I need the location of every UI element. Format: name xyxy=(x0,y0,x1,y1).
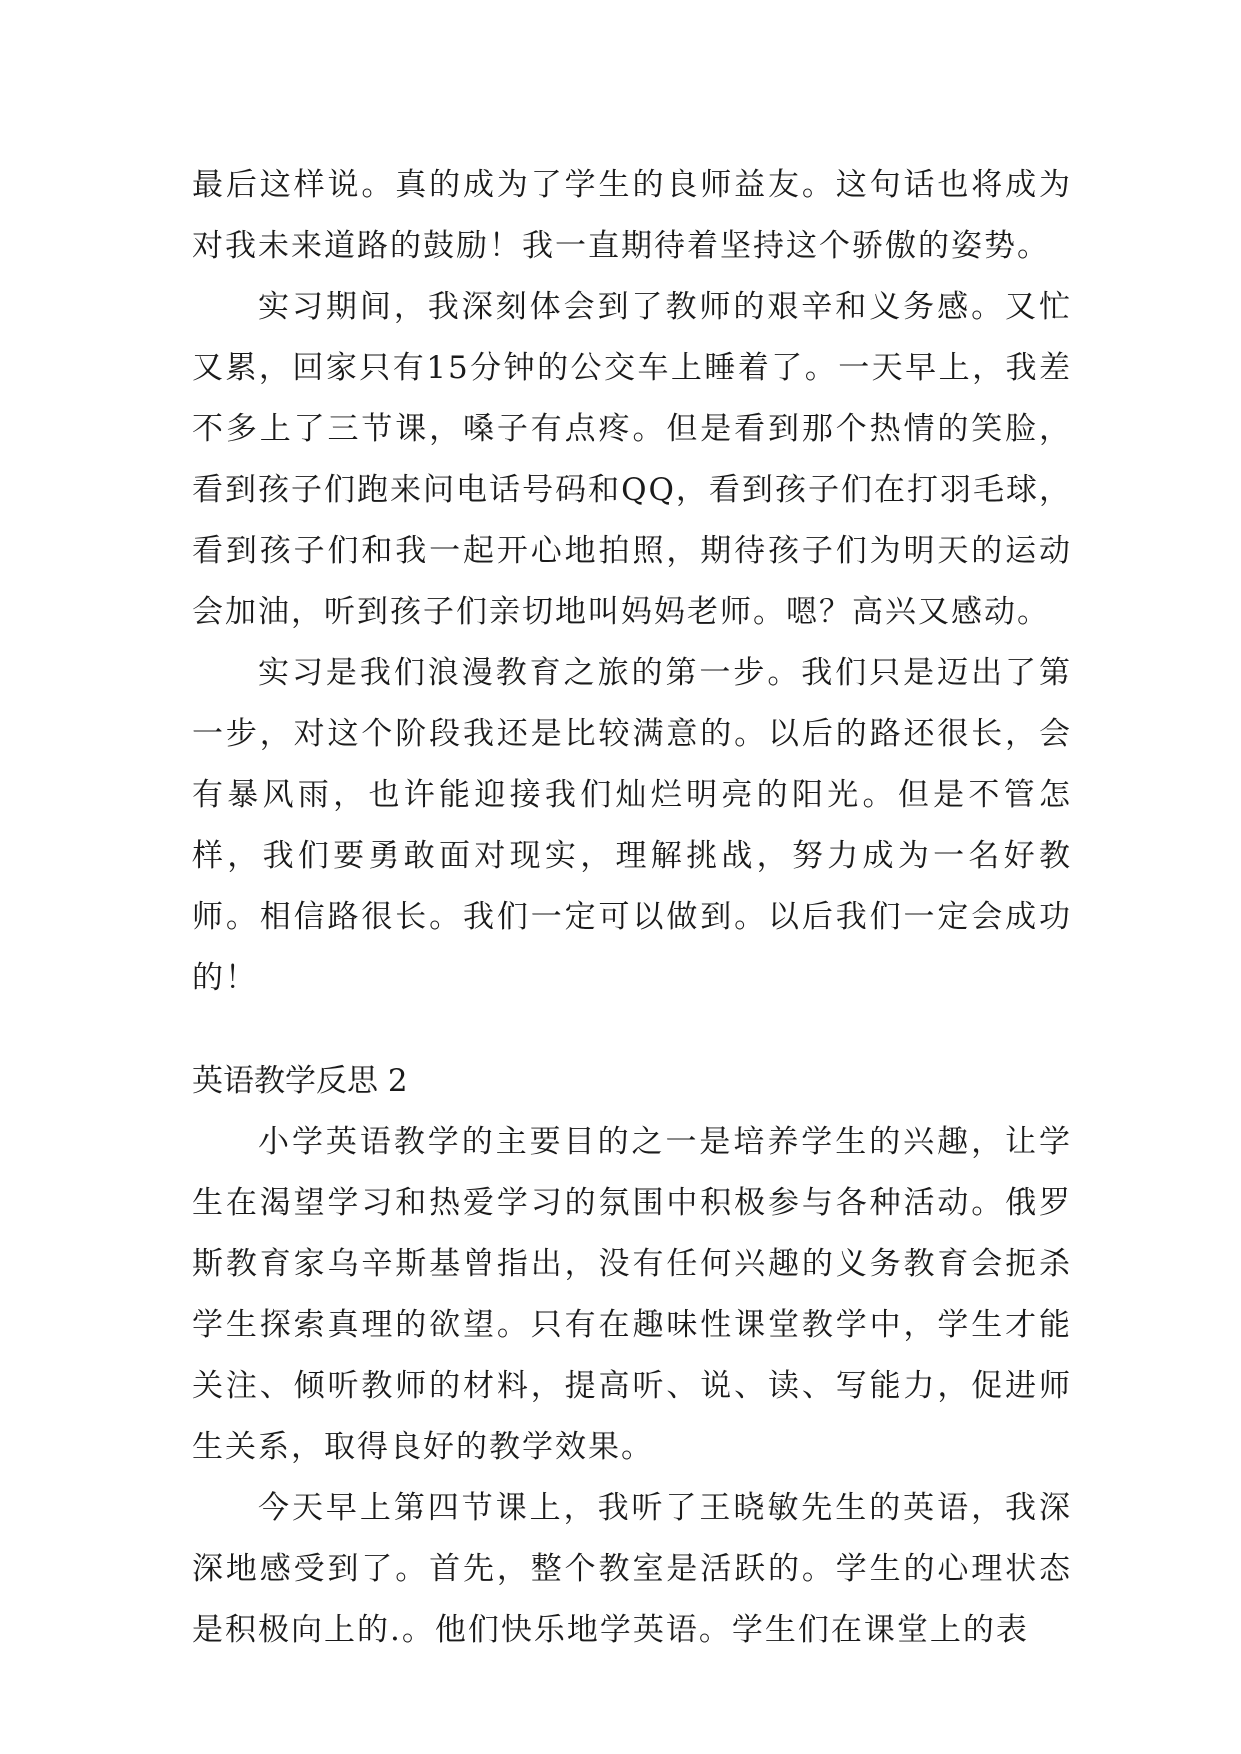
paragraph: 实习期间，我深刻体会到了教师的艰辛和义务感。又忙又累，回家只有15分钟的公交车上睡着了。一天早上，我差不多上了三节课，嗓子有点疼。但是看到那个热情的笑脸，看到孩子们跑来问电话号码和QQ，看到孩子们在打羽毛球，看到孩子们和我一起开心地拍照，期待孩子们为明天的运动会加油，听到孩子们亲切地叫妈妈老师。嗯？高兴又感动。 xyxy=(192,289,1072,630)
paragraph: 最后这样说。真的成为了学生的良师益友。这句话也将成为对我未来道路的鼓励！我一直期待着坚持这个骄傲的姿势。 xyxy=(192,167,1072,264)
document-body xyxy=(192,155,1072,1661)
section-heading: 英语教学反思 2 xyxy=(192,1063,408,1099)
paragraph: 小学英语教学的主要目的之一是培养学生的兴趣，让学生在渴望学习和热爱学习的氛围中积极参与各种活动。俄罗斯教育家乌辛斯基曾指出，没有任何兴趣的义务教育会扼杀学生探索真理的欲望。只有在趣味性课堂教学中，学生才能关注、倾听教师的材料，提高听、说、读、写能力，促进师生关系，取得良好的教学效果。 xyxy=(192,1124,1072,1465)
paragraph: 今天早上第四节课上，我听了王晓敏先生的英语，我深深地感受到了。首先，整个教室是活跃的。学生的心理状态是积极向上的.。他们快乐地学英语。学生们在课堂上的表 xyxy=(192,1490,1072,1648)
paragraph: 实习是我们浪漫教育之旅的第一步。我们只是迈出了第一步，对这个阶段我还是比较满意的。以后的路还很长，会有暴风雨，也许能迎接我们灿烂明亮的阳光。但是不管怎样，我们要勇敢面对现实，理解挑战，努力成为一名好教师。相信路很长。我们一定可以做到。以后我们一定会成功的！ xyxy=(192,655,1072,996)
